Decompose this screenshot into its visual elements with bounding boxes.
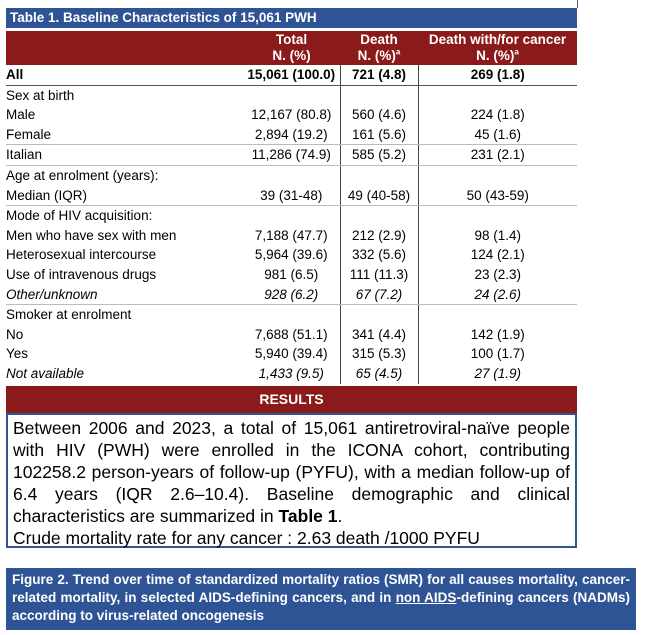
cell-cancer: 50 (43-59) xyxy=(418,186,577,206)
row-label: Use of intravenous drugs xyxy=(6,266,157,282)
cell-cancer: 100 (1.7) xyxy=(470,346,525,362)
cell-death: 585 (5.2) xyxy=(340,145,418,166)
table-row-section xyxy=(6,305,577,325)
cell-cancer xyxy=(418,206,577,226)
cell-death xyxy=(340,206,418,226)
cell-total: 981 (6.5) xyxy=(243,265,340,285)
cell-total: 12,167 (80.8) xyxy=(243,105,340,125)
row-label: Female xyxy=(6,125,243,145)
table-frame-line xyxy=(577,0,578,8)
row-label: All xyxy=(6,65,243,85)
cell-cancer: 23 (2.3) xyxy=(474,266,522,282)
table-row-section xyxy=(6,165,577,185)
cell-cancer: 124 (2.1) xyxy=(470,247,525,263)
header-total: Total N. (%) xyxy=(243,31,340,65)
cell-death: 341 (4.4) xyxy=(340,325,418,345)
cell-total xyxy=(243,165,340,185)
row-label: No xyxy=(6,326,24,342)
row-label: Yes xyxy=(6,346,29,362)
row-label: Men who have sex with men xyxy=(6,227,177,243)
cell-death xyxy=(340,165,418,185)
row-label: Age at enrolment (years): xyxy=(6,167,159,183)
cell-total: 2,894 (19.2) xyxy=(243,125,340,145)
cell-death: 721 (4.8) xyxy=(340,65,418,85)
cell-total: 7,688 (51.1) xyxy=(243,325,340,345)
row-label: Median (IQR) xyxy=(6,186,243,206)
cell-death xyxy=(340,305,418,325)
cell-total: 5,964 (39.6) xyxy=(243,245,340,265)
cell-cancer xyxy=(418,85,577,105)
table-row-section xyxy=(6,85,577,105)
row-label: Italian xyxy=(6,145,243,166)
header-cancer-death: Death with/for cancer N. (%)$^a$ xyxy=(418,31,577,65)
cell-cancer: 269 (1.8) xyxy=(418,65,577,85)
cell-death xyxy=(340,85,418,105)
cell-death: 111 (11.3) xyxy=(340,265,418,285)
results-paragraph: Between 2006 and 2023, a total of 15,061 antiretroviral-naïve people with HIV (PWH) were enrolled in the ICONA cohort, contributing 102258.2 person-years of follow-up (PYFU), with a median follow-up of 6.4 years (IQR 2.6–10.4). Baseline demographic and clinical characteristics are summarized in Table 1. xyxy=(13,418,570,526)
table-row-section xyxy=(6,206,577,226)
cell-death: 315 (5.3) xyxy=(340,344,418,364)
cell-cancer: 231 (2.1) xyxy=(418,145,577,166)
table-row xyxy=(6,344,577,364)
cell-total: 39 (31-48) xyxy=(243,186,340,206)
cell-total: 7,188 (47.7) xyxy=(243,226,340,246)
cell-death: 212 (2.9) xyxy=(340,226,418,246)
table-row xyxy=(6,125,577,145)
row-label: Smoker at enrolment xyxy=(6,307,132,323)
cell-total: 1,433 (9.5) xyxy=(243,364,340,384)
cell-cancer xyxy=(418,305,577,325)
cell-cancer: 27 (1.9) xyxy=(474,365,522,381)
cell-cancer: 98 (1.4) xyxy=(474,227,522,243)
cell-total: 15,061 (100.0) xyxy=(243,65,340,85)
cell-total xyxy=(243,206,340,226)
results-heading: RESULTS xyxy=(6,386,577,413)
cell-total xyxy=(243,85,340,105)
cell-cancer xyxy=(418,165,577,185)
cell-cancer: 142 (1.9) xyxy=(470,326,525,342)
cell-cancer: 45 (1.6) xyxy=(418,125,577,145)
cell-death: 49 (40-58) xyxy=(340,186,418,206)
cell-death: 560 (4.6) xyxy=(340,105,418,125)
table-row xyxy=(6,325,577,345)
results-text-box xyxy=(6,413,577,548)
table-reference: Table 1 xyxy=(278,506,338,526)
header-blank xyxy=(6,31,243,65)
table-title: Table 1. Baseline Characteristics of 15,061 PWH xyxy=(6,8,577,28)
cell-cancer: 24 (2.6) xyxy=(418,285,577,305)
crude-mortality-rate: Crude mortality rate for any cancer : 2.63 death /1000 PYFU xyxy=(13,528,480,548)
table-header-row xyxy=(6,31,577,65)
table-row xyxy=(6,245,577,265)
cell-total: 11,286 (74.9) xyxy=(243,145,340,166)
cell-total: 928 (6.2) xyxy=(243,285,340,305)
table-row xyxy=(6,105,577,125)
cell-death: 65 (4.5) xyxy=(340,364,418,384)
table-row xyxy=(6,145,577,166)
cell-total: 5,940 (39.4) xyxy=(243,344,340,364)
cell-total xyxy=(243,305,340,325)
cell-cancer: 224 (1.8) xyxy=(470,107,525,123)
table-row-all xyxy=(6,65,577,85)
row-label: Other/unknown xyxy=(6,285,243,305)
cell-death: 332 (5.6) xyxy=(340,245,418,265)
table-row xyxy=(6,265,577,285)
row-label: Male xyxy=(6,107,36,123)
table-row xyxy=(6,285,577,305)
row-label: Mode of HIV acquisition: xyxy=(6,208,153,224)
row-label: Not available xyxy=(6,365,85,381)
figure-2-caption: Figure 2. Trend over time of standardized mortality ratios (SMR) for all causes mortality, cancer-related mortality, in selected AIDS-defining cancers, and in non AIDS-defining cancers (NADMs) according to virus-related oncogenesis xyxy=(6,568,636,630)
baseline-characteristics-table xyxy=(6,31,577,384)
cell-death: 67 (7.2) xyxy=(340,285,418,305)
table-row xyxy=(6,226,577,246)
table-row xyxy=(6,186,577,206)
table-row xyxy=(6,364,577,384)
row-label: Heterosexual intercourse xyxy=(6,247,157,263)
header-death: Death N. (%)$^a$ xyxy=(340,31,418,65)
cell-death: 161 (5.6) xyxy=(340,125,418,145)
row-label: Sex at birth xyxy=(6,87,75,103)
